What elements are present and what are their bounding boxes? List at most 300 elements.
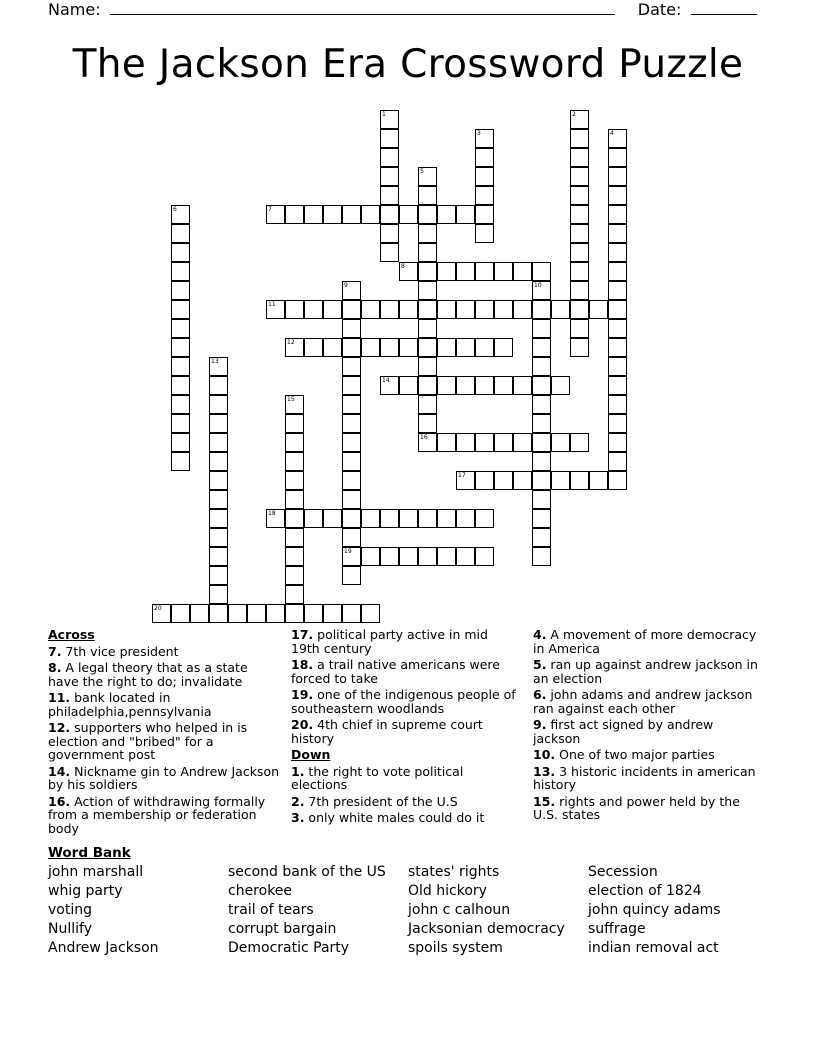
crossword-cell[interactable] <box>399 205 418 224</box>
crossword-cell[interactable] <box>266 604 285 623</box>
crossword-cell[interactable] <box>608 319 627 338</box>
crossword-cell[interactable] <box>285 300 304 319</box>
crossword-cell[interactable] <box>532 490 551 509</box>
word-bank-item: Secession <box>588 864 658 880</box>
crossword-cell[interactable] <box>209 528 228 547</box>
crossword-cell[interactable] <box>171 300 190 319</box>
crossword-cell[interactable] <box>551 471 570 490</box>
crossword-cell[interactable] <box>304 300 323 319</box>
clue-item <box>48 691 280 718</box>
crossword-cell[interactable] <box>570 243 589 262</box>
clue-number-16: 16 <box>420 434 428 441</box>
crossword-cell[interactable] <box>570 300 589 319</box>
crossword-cell[interactable] <box>608 452 627 471</box>
crossword-cell[interactable] <box>475 167 494 186</box>
crossword-cell[interactable] <box>418 319 437 338</box>
crossword-cell[interactable] <box>342 319 361 338</box>
crossword-cell[interactable] <box>361 205 380 224</box>
clue-item <box>291 688 516 715</box>
crossword-cell[interactable] <box>171 319 190 338</box>
crossword-cell[interactable] <box>361 604 380 623</box>
crossword-cell[interactable] <box>532 452 551 471</box>
crossword-cell[interactable] <box>171 414 190 433</box>
crossword-cell[interactable] <box>342 357 361 376</box>
crossword-cell[interactable] <box>475 262 494 281</box>
word-bank <box>48 864 788 956</box>
crossword-cell[interactable] <box>570 471 589 490</box>
crossword-cell[interactable] <box>361 509 380 528</box>
crossword-cell[interactable] <box>608 148 627 167</box>
name-label: Name: <box>48 0 101 19</box>
clue-text: first act signed by andrew jackson <box>533 717 714 746</box>
word-bank-item: cherokee <box>228 883 293 899</box>
crossword-cell[interactable] <box>513 471 532 490</box>
crossword-cell[interactable] <box>608 338 627 357</box>
crossword-cell[interactable] <box>380 509 399 528</box>
clue-number: 15. <box>533 793 556 809</box>
word-bank-item: Jacksonian democracy <box>408 921 565 937</box>
crossword-cell[interactable] <box>418 547 437 566</box>
crossword-cell[interactable] <box>209 452 228 471</box>
word-bank-item: voting <box>48 902 92 918</box>
crossword-cell[interactable] <box>209 433 228 452</box>
crossword-cell[interactable] <box>532 509 551 528</box>
crossword-cell[interactable] <box>209 414 228 433</box>
clue-number: 20. <box>291 717 314 732</box>
clue-item <box>48 661 280 688</box>
crossword-cell[interactable] <box>570 338 589 357</box>
clues-column-3 <box>533 628 758 825</box>
crossword-cell[interactable] <box>323 205 342 224</box>
crossword-cell[interactable] <box>475 148 494 167</box>
clue-number: 10. <box>533 747 556 762</box>
clue-number-18: 18 <box>268 510 276 517</box>
crossword-cell[interactable] <box>380 129 399 148</box>
clue-item <box>291 628 516 655</box>
crossword-cell[interactable] <box>380 224 399 243</box>
clue-number: 3. <box>291 810 305 825</box>
crossword-cell[interactable] <box>532 547 551 566</box>
clue-item <box>533 688 758 715</box>
clue-text: ran up against andrew jackson in an election <box>533 657 758 686</box>
crossword-cell[interactable] <box>380 547 399 566</box>
crossword-cell[interactable] <box>342 433 361 452</box>
clue-text: Nickname gin to Andrew Jackson by his soldiers <box>48 763 280 792</box>
crossword-cell[interactable] <box>532 357 551 376</box>
crossword-cell[interactable] <box>494 262 513 281</box>
crossword-cell[interactable] <box>361 300 380 319</box>
crossword-cell[interactable] <box>608 186 627 205</box>
clue-number-5: 5 <box>420 168 424 175</box>
crossword-cell[interactable] <box>437 300 456 319</box>
clue-number-1: 1 <box>382 111 386 118</box>
clue-item <box>533 718 758 745</box>
down-clues-list-continued <box>533 628 758 822</box>
crossword-cell[interactable] <box>285 547 304 566</box>
crossword-cell[interactable] <box>570 281 589 300</box>
crossword-cell[interactable] <box>475 376 494 395</box>
crossword-cell[interactable] <box>380 300 399 319</box>
crossword-cell[interactable] <box>418 224 437 243</box>
crossword-cell[interactable] <box>475 471 494 490</box>
word-bank-item: Democratic Party <box>228 940 350 956</box>
crossword-cell[interactable] <box>171 395 190 414</box>
crossword-cell[interactable] <box>418 262 437 281</box>
crossword-cell[interactable] <box>209 471 228 490</box>
crossword-cell[interactable] <box>399 509 418 528</box>
date-label: Date: <box>637 0 682 19</box>
crossword-cell[interactable] <box>285 566 304 585</box>
crossword-cell[interactable] <box>418 509 437 528</box>
crossword-cell[interactable] <box>494 300 513 319</box>
crossword-cell[interactable] <box>475 547 494 566</box>
clue-text: 7th vice president <box>61 643 179 659</box>
word-bank-item: Nullify <box>48 921 92 937</box>
clue-number: 12. <box>48 720 71 735</box>
crossword-cell[interactable] <box>532 395 551 414</box>
word-bank-item: suffrage <box>588 921 646 937</box>
word-bank-item: indian removal act <box>588 940 719 956</box>
clue-number: 8. <box>48 660 62 675</box>
crossword-cell[interactable] <box>285 471 304 490</box>
crossword-cell[interactable] <box>209 395 228 414</box>
crossword-cell[interactable] <box>304 205 323 224</box>
clue-number-9: 9 <box>344 282 348 289</box>
crossword-cell[interactable] <box>323 509 342 528</box>
crossword-cell[interactable] <box>437 262 456 281</box>
crossword-cell[interactable] <box>323 300 342 319</box>
crossword-cell[interactable] <box>570 186 589 205</box>
clue-number: 7. <box>48 643 62 659</box>
crossword-cell[interactable] <box>437 433 456 452</box>
clue-item <box>48 765 280 792</box>
crossword-cell[interactable] <box>285 433 304 452</box>
crossword-cell[interactable] <box>608 376 627 395</box>
crossword-cell[interactable] <box>456 433 475 452</box>
crossword-cell[interactable] <box>418 376 437 395</box>
clue-number: 2. <box>291 793 305 809</box>
clue-number-17: 17 <box>458 472 466 479</box>
crossword-cell[interactable] <box>513 376 532 395</box>
crossword-cell[interactable] <box>475 186 494 205</box>
crossword-cell[interactable] <box>399 547 418 566</box>
crossword-cell[interactable] <box>608 205 627 224</box>
crossword-cell[interactable] <box>418 395 437 414</box>
crossword-cell[interactable] <box>171 376 190 395</box>
crossword-cell[interactable] <box>475 205 494 224</box>
crossword-cell[interactable] <box>456 376 475 395</box>
clue-item <box>533 795 758 822</box>
crossword-cell[interactable] <box>494 433 513 452</box>
crossword-cell[interactable] <box>513 433 532 452</box>
word-bank-item: Andrew Jackson <box>48 940 159 956</box>
crossword-cell[interactable] <box>456 338 475 357</box>
crossword-cell[interactable] <box>171 243 190 262</box>
crossword-cell[interactable] <box>589 300 608 319</box>
crossword-cell[interactable] <box>209 490 228 509</box>
clue-item <box>291 765 516 792</box>
crossword-cell[interactable] <box>437 205 456 224</box>
clue-number: 18. <box>291 657 314 672</box>
crossword-cell[interactable] <box>456 547 475 566</box>
crossword-cell[interactable] <box>456 300 475 319</box>
crossword-cell[interactable] <box>570 433 589 452</box>
crossword-cell[interactable] <box>608 395 627 414</box>
crossword-cell[interactable] <box>342 414 361 433</box>
word-bank-item: whig party <box>48 883 123 899</box>
crossword-cell[interactable] <box>285 414 304 433</box>
crossword-cell[interactable] <box>532 414 551 433</box>
clue-number-15: 15 <box>287 396 295 403</box>
clue-number-7: 7 <box>268 206 272 213</box>
word-bank-item: trail of tears <box>228 902 314 918</box>
crossword-cell[interactable] <box>494 376 513 395</box>
crossword-cell[interactable] <box>551 376 570 395</box>
crossword-cell[interactable] <box>209 585 228 604</box>
crossword-cell[interactable] <box>361 547 380 566</box>
clue-text: A movement of more democracy in America <box>533 627 757 656</box>
crossword-cell[interactable] <box>171 357 190 376</box>
crossword-cell[interactable] <box>399 376 418 395</box>
clue-number: 16. <box>48 793 71 809</box>
clue-number: 14. <box>48 763 71 779</box>
crossword-cell[interactable] <box>380 186 399 205</box>
clue-text: the right to vote political elections <box>291 763 464 792</box>
clue-number-3: 3 <box>477 130 481 137</box>
clue-number-12: 12 <box>287 339 295 346</box>
crossword-cell[interactable] <box>418 300 437 319</box>
clue-number-4: 4 <box>610 130 614 137</box>
crossword-cell[interactable] <box>532 262 551 281</box>
crossword-cell[interactable] <box>475 433 494 452</box>
crossword-cell[interactable] <box>608 243 627 262</box>
clue-text: A legal theory that as a state have the right to do; invalidate <box>48 660 248 689</box>
down-clues-list <box>291 765 516 825</box>
crossword-cell[interactable] <box>494 471 513 490</box>
crossword-cell[interactable] <box>551 300 570 319</box>
crossword-cell[interactable] <box>285 490 304 509</box>
clue-number-13: 13 <box>211 358 219 365</box>
crossword-cell[interactable] <box>570 167 589 186</box>
crossword-cell[interactable] <box>285 205 304 224</box>
crossword-cell[interactable] <box>323 604 342 623</box>
clue-number-11: 11 <box>268 301 276 308</box>
clue-text: supporters who helped in is election and "bribed" for a government post <box>48 720 248 762</box>
clue-item <box>291 658 516 685</box>
crossword-cell[interactable] <box>532 319 551 338</box>
crossword-cell[interactable] <box>437 376 456 395</box>
crossword-cell[interactable] <box>171 452 190 471</box>
crossword-cell[interactable] <box>171 281 190 300</box>
crossword-cell[interactable] <box>437 509 456 528</box>
crossword-cell[interactable] <box>342 205 361 224</box>
crossword-cell[interactable] <box>380 167 399 186</box>
crossword-cell[interactable] <box>285 509 304 528</box>
crossword-cell[interactable] <box>437 547 456 566</box>
crossword-cell[interactable] <box>570 262 589 281</box>
across-clues-list <box>48 645 280 836</box>
crossword-cell[interactable] <box>342 490 361 509</box>
crossword-cell[interactable] <box>380 205 399 224</box>
clue-text: 4th chief in supreme court history <box>291 717 483 746</box>
crossword-cell[interactable] <box>285 528 304 547</box>
crossword-cell[interactable] <box>608 414 627 433</box>
crossword-cell[interactable] <box>342 528 361 547</box>
crossword-cell[interactable] <box>418 243 437 262</box>
crossword-cell[interactable] <box>171 224 190 243</box>
clue-text: political party active in mid 19th century <box>291 627 488 656</box>
crossword-cell[interactable] <box>532 376 551 395</box>
clue-item <box>533 748 758 762</box>
crossword-cell[interactable] <box>171 433 190 452</box>
clue-number-14: 14 <box>382 377 390 384</box>
crossword-cell[interactable] <box>285 585 304 604</box>
crossword-cell[interactable] <box>228 604 247 623</box>
word-bank-item: john c calhoun <box>408 902 511 918</box>
crossword-cell[interactable] <box>209 509 228 528</box>
clue-number: 13. <box>533 763 556 779</box>
crossword-cell[interactable] <box>589 471 608 490</box>
crossword-cell[interactable] <box>418 414 437 433</box>
crossword-cell[interactable] <box>380 243 399 262</box>
word-bank-item: Old hickory <box>408 883 487 899</box>
crossword-cell[interactable] <box>532 338 551 357</box>
crossword-cell[interactable] <box>418 281 437 300</box>
crossword-cell[interactable] <box>361 338 380 357</box>
clue-item <box>533 765 758 792</box>
crossword-cell[interactable] <box>285 604 304 623</box>
crossword-cell[interactable] <box>418 186 437 205</box>
down-heading: Down <box>291 747 331 762</box>
clue-text: only white males could do it <box>304 810 485 825</box>
word-bank-item: john quincy adams <box>588 902 721 918</box>
crossword-cell[interactable] <box>570 205 589 224</box>
crossword-cell[interactable] <box>342 338 361 357</box>
crossword-cell[interactable] <box>342 376 361 395</box>
crossword-cell[interactable] <box>513 300 532 319</box>
clue-number-6: 6 <box>173 206 177 213</box>
crossword-cell[interactable] <box>475 509 494 528</box>
crossword-cell[interactable] <box>399 338 418 357</box>
crossword-cell[interactable] <box>532 528 551 547</box>
across-clues-list-continued <box>291 628 516 745</box>
clue-number-20: 20 <box>154 605 162 612</box>
clues-column-1 <box>48 628 280 838</box>
crossword-cell[interactable] <box>380 148 399 167</box>
crossword-cell[interactable] <box>285 452 304 471</box>
crossword-cell[interactable] <box>456 205 475 224</box>
clue-text: a trail native americans were forced to take <box>291 657 500 686</box>
page-title: The Jackson Era Crossword Puzzle <box>72 42 744 87</box>
crossword-cell[interactable] <box>209 547 228 566</box>
crossword-cell[interactable] <box>475 300 494 319</box>
crossword-cell[interactable] <box>608 357 627 376</box>
crossword-cell[interactable] <box>456 262 475 281</box>
crossword-cell[interactable] <box>304 338 323 357</box>
crossword-cell[interactable] <box>513 262 532 281</box>
clue-number: 1. <box>291 763 305 779</box>
crossword-cell[interactable] <box>171 604 190 623</box>
crossword-cell[interactable] <box>171 338 190 357</box>
clue-text: john adams and andrew jackson ran against each other <box>533 687 753 716</box>
crossword-cell[interactable] <box>532 300 551 319</box>
crossword-cell[interactable] <box>380 338 399 357</box>
crossword-cell[interactable] <box>323 338 342 357</box>
crossword-cell[interactable] <box>494 338 513 357</box>
crossword-cell[interactable] <box>532 471 551 490</box>
crossword-cell[interactable] <box>551 433 570 452</box>
crossword-cell[interactable] <box>570 148 589 167</box>
clues-column-2 <box>291 628 516 828</box>
crossword-cell[interactable] <box>608 300 627 319</box>
word-bank-item: john marshall <box>48 864 144 880</box>
crossword-cell[interactable] <box>209 376 228 395</box>
crossword-cell[interactable] <box>247 604 266 623</box>
crossword-cell[interactable] <box>608 224 627 243</box>
crossword-cell[interactable] <box>608 262 627 281</box>
clue-number-2: 2 <box>572 111 576 118</box>
crossword-cell[interactable] <box>418 357 437 376</box>
clue-item <box>291 718 516 745</box>
clue-number: 5. <box>533 657 547 672</box>
clue-text: rights and power held by the U.S. states <box>533 793 740 822</box>
crossword-cell[interactable] <box>475 338 494 357</box>
clue-number-8: 8 <box>401 263 405 270</box>
crossword-cell[interactable] <box>532 433 551 452</box>
clue-item <box>48 795 280 836</box>
crossword-cell[interactable] <box>209 604 228 623</box>
crossword-cell[interactable] <box>342 300 361 319</box>
crossword-cell[interactable] <box>304 604 323 623</box>
crossword-cell[interactable] <box>608 281 627 300</box>
crossword-cell[interactable] <box>418 338 437 357</box>
crossword-cell[interactable] <box>570 129 589 148</box>
clue-item <box>48 645 280 659</box>
clue-number-10: 10 <box>534 282 542 289</box>
clue-text: 3 historic incidents in american history <box>533 763 756 792</box>
crossword-cell[interactable] <box>342 604 361 623</box>
crossword-cell[interactable] <box>171 262 190 281</box>
crossword-cell[interactable] <box>570 319 589 338</box>
crossword-cell[interactable] <box>342 452 361 471</box>
clue-item <box>291 795 516 809</box>
crossword-cell[interactable] <box>342 509 361 528</box>
crossword-cell[interactable] <box>570 224 589 243</box>
crossword-cell[interactable] <box>608 471 627 490</box>
crossword-cell[interactable] <box>608 433 627 452</box>
word-bank-item: second bank of the US <box>228 864 386 880</box>
crossword-cell[interactable] <box>342 395 361 414</box>
clue-item <box>533 628 758 655</box>
clue-item <box>533 658 758 685</box>
crossword-cell[interactable] <box>418 205 437 224</box>
crossword-cell[interactable] <box>190 604 209 623</box>
crossword-cell[interactable] <box>475 224 494 243</box>
crossword-cell[interactable] <box>209 566 228 585</box>
word-bank-item: spoils system <box>408 940 503 956</box>
crossword-cell[interactable] <box>304 509 323 528</box>
crossword-cell[interactable] <box>437 338 456 357</box>
clue-number: 4. <box>533 627 547 642</box>
clue-text: One of two major parties <box>555 747 715 762</box>
crossword-cell[interactable] <box>456 509 475 528</box>
crossword-cell[interactable] <box>342 566 361 585</box>
crossword-cell[interactable] <box>608 167 627 186</box>
word-bank-item: election of 1824 <box>588 883 702 899</box>
crossword-cell[interactable] <box>342 471 361 490</box>
crossword-cell[interactable] <box>399 300 418 319</box>
clue-text: Action of withdrawing formally from a membership or federation body <box>48 793 266 836</box>
